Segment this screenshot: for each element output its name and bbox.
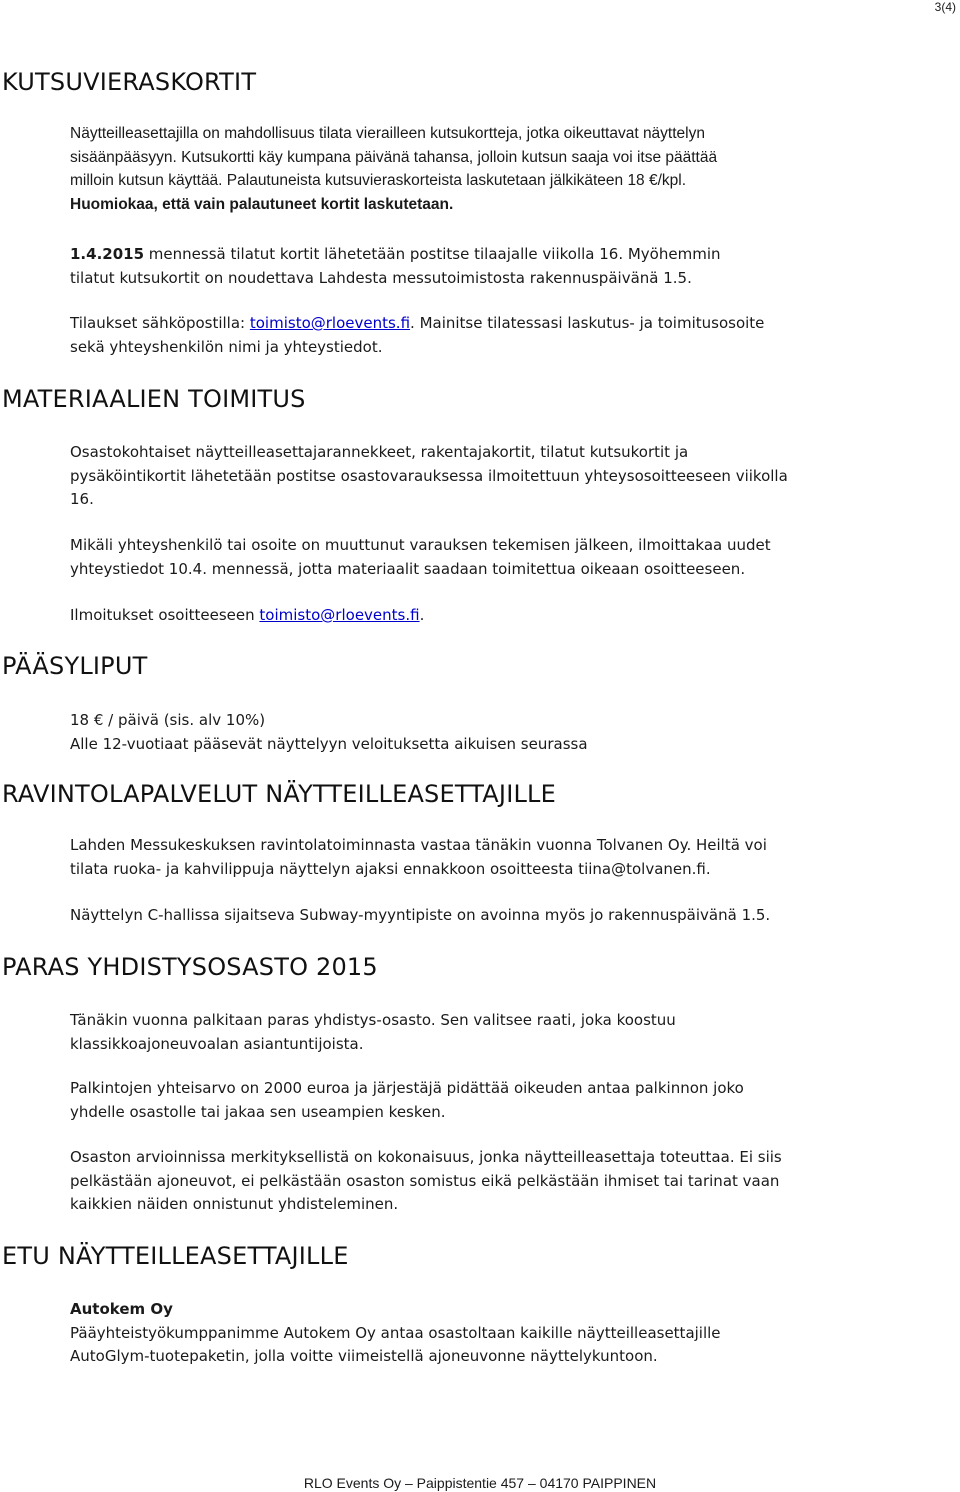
text-span: mennessä tilatut kortit lähetetään postitse tilaajalle viikolla 16. Myöhemmin [144, 245, 721, 263]
heading-materiaalien-toimitus: MATERIAALIEN TOIMITUS [2, 385, 306, 413]
text-line: tilata ruoka- ja kahvilippuja näyttelyn ajaksi ennakkoon osoitteesta tiina@tolvanen.fi. [70, 859, 711, 878]
paragraph-kutsukortit-intro [70, 122, 890, 216]
text-line [70, 604, 890, 628]
text-line [70, 312, 890, 336]
paragraph-award-intro [70, 1009, 890, 1056]
paragraph-delivery [70, 243, 890, 290]
heading-paras-yhdistysosasto: PARAS YHDISTYSOSASTO 2015 [2, 953, 378, 981]
company-name: Autokem Oy [70, 1300, 173, 1318]
text-line: yhteystiedot 10.4. mennessä, jotta materiaalit saadaan toimitettua oikeaan osoitteeseen. [70, 559, 746, 578]
text-line: pelkästään ajoneuvot, ei pelkästään osaston somistus eikä pelkästään ihmiset tai tarinat vaan [70, 1171, 780, 1190]
text-line: sisäänpääsyyn. Kutsukortti käy kumpana päivänä tahansa, jolloin kutsun saaja voi itse päättää [70, 148, 718, 166]
text-line: Osaston arvioinnissa merkityksellistä on kokonaisuus, jonka näytteilleasettaja toteuttaa. Ei siis [70, 1148, 782, 1166]
paragraph-orders [70, 312, 890, 359]
page-footer: RLO Events Oy – Paippistentie 457 – 04170 PAIPPINEN [303, 1475, 657, 1491]
text-line: 18 € / päivä (sis. alv 10%) [70, 711, 266, 729]
text-line [70, 243, 890, 267]
heading-kutsuvieraskortit: KUTSUVIERASKORTIT [2, 68, 257, 96]
paragraph-restaurant [70, 834, 890, 881]
text-line: Tänäkin vuonna palkitaan paras yhdistys-osasto. Sen valitsee raati, joka koostuu [70, 1011, 676, 1029]
page-number: 3(4) [934, 0, 956, 14]
text-line-bold: Huomiokaa, että vain palautuneet kortit laskutetaan. [70, 195, 454, 213]
text-line: pysäköintikortit lähetetään postitse osastovarauksessa ilmoitettuun yhteysosoitteeseen viikolla [70, 466, 788, 485]
text-line: tilatut kutsukortit on noudettava Lahdesta messutoimistosta rakennuspäivänä 1.5. [70, 268, 692, 287]
text-line: Näyttelyn C-hallissa sijaitseva Subway-myyntipiste on avoinna myös jo rakennuspäivänä 1.5. [70, 906, 771, 924]
text-line: 16. [70, 490, 94, 508]
paragraph-tickets [70, 709, 890, 756]
date-bold: 1.4.2015 [70, 245, 145, 263]
heading-etu: ETU NÄYTTEILLEASETTAJILLE [2, 1242, 349, 1270]
email-link[interactable]: toimisto@rloevents.fi [259, 606, 420, 624]
text-line: AutoGlym-tuotepaketin, jolla voitte viimeistellä ajoneuvonne näyttelykuntoon. [70, 1347, 658, 1365]
text-line: sekä yhteyshenkilön nimi ja yhteystiedot. [70, 337, 383, 356]
paragraph-subway [70, 904, 890, 928]
text-line: milloin kutsun käyttää. Palautuneista kutsuvieraskorteista laskutetaan jälkikäteen 18 €/kpl. [70, 172, 687, 189]
text-line: klassikkoajoneuvoalan asiantuntijoista. [70, 1034, 364, 1053]
text-line: Osastokohtaiset näytteilleasettajarannekkeet, rakentajakortit, tilatut kutsukortit ja [70, 443, 689, 461]
paragraph-contact-change [70, 534, 890, 581]
paragraph-notifications [70, 604, 890, 628]
text-span: . [419, 606, 425, 624]
text-line: Mikäli yhteyshenkilö tai osoite on muuttunut varauksen tekemisen jälkeen, ilmoittakaa uudet [70, 536, 771, 554]
text-line: Lahden Messukeskuksen ravintolatoiminnasta vastaa tänäkin vuonna Tolvanen Oy. Heiltä voi [70, 836, 767, 854]
text-line: Alle 12-vuotiaat pääsevät näyttelyyn veloituksetta aikuisen seurassa [70, 734, 588, 753]
heading-ravintolapalvelut: RAVINTOLAPALVELUT NÄYTTEILLEASETTAJILLE [2, 780, 556, 808]
text-line: yhdelle osastolle tai jakaa sen useampien kesken. [70, 1102, 446, 1121]
paragraph-award-value [70, 1077, 890, 1124]
paragraph-autokem [70, 1298, 890, 1369]
heading-paasyliput: PÄÄSYLIPUT [2, 652, 148, 680]
text-span: Ilmoitukset osoitteeseen [70, 606, 260, 624]
text-line: Näytteilleasettajilla on mahdollisuus tilata vierailleen kutsukortteja, jotka oikeuttavat näyttelyn [70, 125, 705, 142]
text-span: Tilaukset sähköpostilla: [70, 314, 250, 332]
paragraph-materials [70, 441, 890, 512]
paragraph-award-criteria [70, 1146, 890, 1217]
text-span: . Mainitse tilatessasi laskutus- ja toimitusosoite [410, 314, 765, 332]
text-line: kaikkien näiden onnistunut yhdisteleminen. [70, 1195, 399, 1213]
text-line: Palkintojen yhteisarvo on 2000 euroa ja järjestäjä pidättää oikeuden antaa palkinnon joko [70, 1079, 744, 1097]
text-line: Pääyhteistyökumppanimme Autokem Oy antaa osastoltaan kaikille näytteilleasettajille [70, 1323, 721, 1342]
email-link[interactable]: toimisto@rloevents.fi [249, 314, 411, 332]
